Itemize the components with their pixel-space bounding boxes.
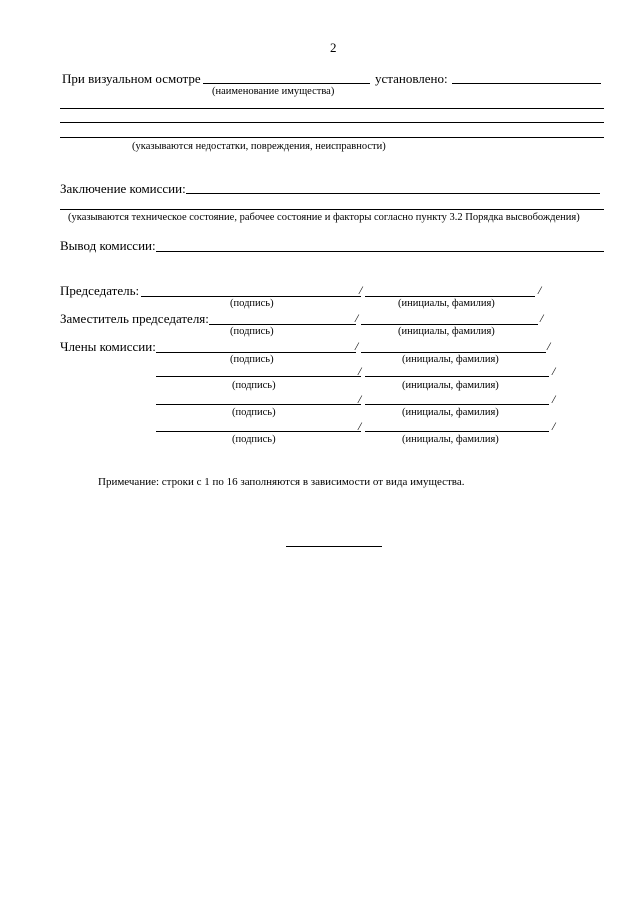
chairman-separator: / [359,283,363,297]
member-2-signature-caption: (подпись) [232,380,276,391]
deputy-separator-end: / [540,311,544,325]
deputy-initials-caption: (инициалы, фамилия) [398,326,495,337]
member-1-signature-field[interactable] [156,352,356,353]
inspection-label: При визуальном осмотре [62,71,201,86]
defects-caption: (указываются недостатки, повреждения, неисправности) [132,141,386,152]
member-1-signature-caption: (подпись) [230,354,274,365]
defects-line-3[interactable] [60,137,604,138]
member-1-name-field[interactable] [361,352,546,353]
property-name-caption: (наименование имущества) [212,86,335,97]
member-2-separator: / [358,364,362,378]
defects-line-2[interactable] [60,122,604,123]
deputy-signature-caption: (подпись) [230,326,274,337]
member-1-initials-caption: (инициалы, фамилия) [402,354,499,365]
note-text: Примечание: строки с 1 по 16 заполняются в зависимости от вида имущества. [98,476,465,488]
conclusion-field[interactable] [186,193,600,194]
output-field[interactable] [156,251,604,252]
defects-line-1[interactable] [60,108,604,109]
member-4-separator-end: / [552,419,556,433]
chairman-label: Председатель: [60,283,140,298]
member-4-separator: / [358,419,362,433]
deputy-name-field[interactable] [361,324,538,325]
conclusion-line-2[interactable] [60,209,604,210]
closing-divider [286,546,382,547]
member-1-separator: / [355,339,359,353]
output-label: Вывод комиссии: [60,238,156,253]
deputy-label: Заместитель председателя: [60,311,209,326]
conclusion-label: Заключение комиссии: [60,181,186,196]
member-4-name-field[interactable] [365,431,549,432]
established-label: установлено: [375,71,448,86]
member-1-separator-end: / [547,339,551,353]
member-4-signature-field[interactable] [156,431,361,432]
deputy-separator: / [355,311,359,325]
member-3-separator: / [358,392,362,406]
member-2-separator-end: / [552,364,556,378]
established-field[interactable] [452,83,601,84]
member-4-signature-caption: (подпись) [232,434,276,445]
member-2-name-field[interactable] [365,376,549,377]
page-number: 2 [330,40,337,55]
chairman-signature-caption: (подпись) [230,298,274,309]
member-3-signature-field[interactable] [156,404,361,405]
member-2-initials-caption: (инициалы, фамилия) [402,380,499,391]
chairman-signature-field[interactable] [141,296,361,297]
deputy-signature-field[interactable] [209,324,356,325]
member-3-separator-end: / [552,392,556,406]
chairman-name-field[interactable] [365,296,535,297]
conclusion-caption: (указываются техническое состояние, рабочее состояние и факторы согласно пункту 3.2 Порядка высвобождения) [68,212,580,223]
member-4-initials-caption: (инициалы, фамилия) [402,434,499,445]
member-3-signature-caption: (подпись) [232,407,276,418]
members-label: Члены комиссии: [60,339,156,354]
chairman-separator-end: / [538,283,542,297]
member-2-signature-field[interactable] [156,376,361,377]
chairman-initials-caption: (инициалы, фамилия) [398,298,495,309]
member-3-name-field[interactable] [365,404,549,405]
property-name-field[interactable] [203,83,370,84]
member-3-initials-caption: (инициалы, фамилия) [402,407,499,418]
